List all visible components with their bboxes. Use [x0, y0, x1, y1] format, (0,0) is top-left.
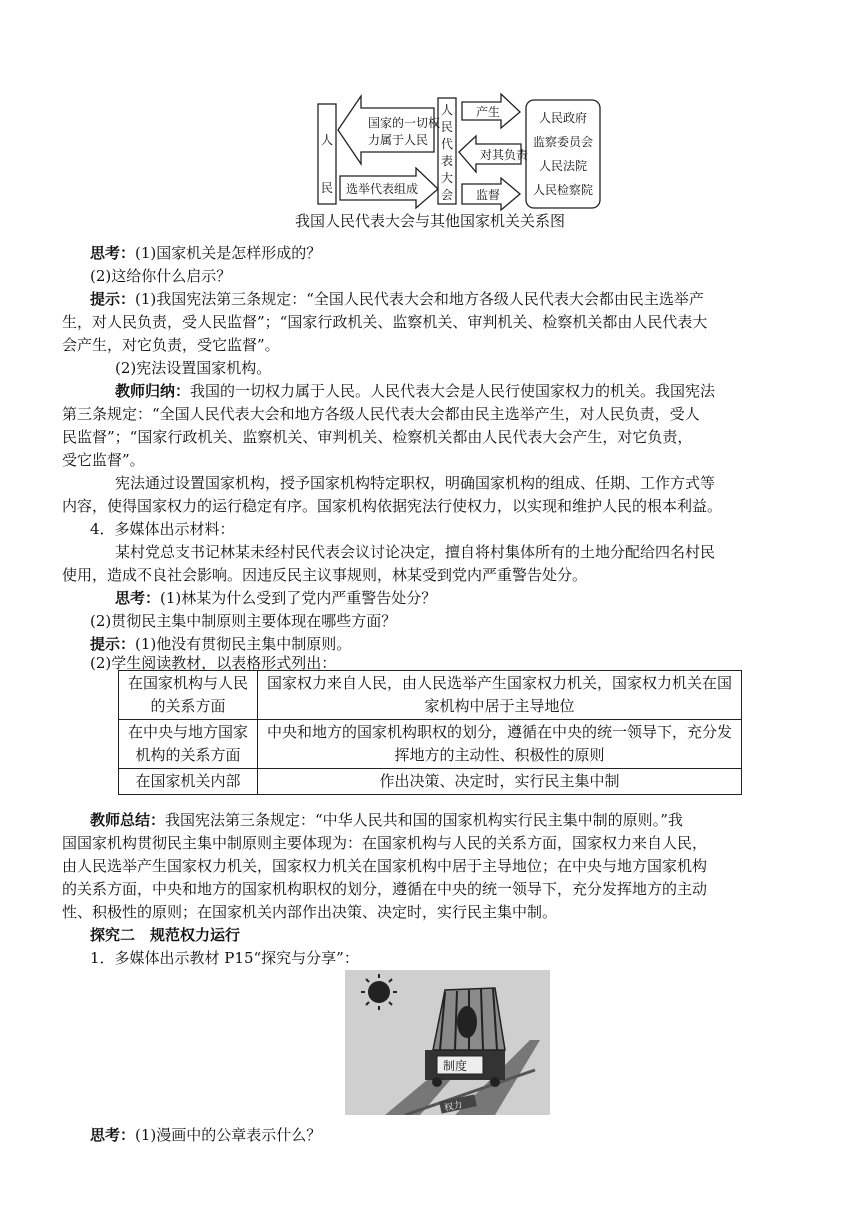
- diagram-arrow-bottom-label: 选举代表组成: [346, 182, 419, 196]
- diagram-right-item: 监察委员会: [532, 135, 594, 149]
- label-think: 思考：: [90, 244, 136, 262]
- line-2: (2)这给你什么启示？: [90, 267, 232, 285]
- diagram-left-char1: 人: [321, 133, 334, 147]
- line-13: 4．多媒体出示材料：: [90, 520, 235, 538]
- diagram-middle-label: [441, 103, 453, 202]
- line-3: [90, 288, 790, 311]
- line-10: 受它监督”。: [62, 451, 145, 469]
- diagram-right-item: 人民法院: [538, 159, 588, 173]
- diagram-arrow-top-line1: 国家的一切权: [368, 116, 441, 130]
- diagram-middle-char: 代: [441, 137, 454, 151]
- line-6: (2)宪法设置国家机构。: [115, 359, 272, 377]
- line-8: 第三条规定：“全国人民代表大会和地方各级人民代表大会都由民主选举产生，对人民负责，受人: [62, 405, 700, 423]
- diagram-middle-char: 会: [441, 188, 454, 202]
- cartoon-svg: [345, 970, 550, 1115]
- line-21: 国国家机构贯彻民主集中制原则主要体现为：在国家机构与人民的关系方面，国家权力来自人民，: [62, 834, 708, 852]
- line-16: [115, 587, 815, 610]
- diagram-middle-char: 人: [441, 103, 454, 117]
- line-1: [90, 242, 790, 265]
- relationship-diagram: [316, 92, 606, 212]
- diagram-middle-char: 大: [441, 171, 454, 185]
- line-9: 民监督”；“国家行政机关、监察机关、审判机关、检察机关都由人民代表大会产生，对它负责，: [62, 428, 693, 446]
- label-think: 思考：: [90, 1126, 136, 1144]
- table-key-cell: 在中央与地方国家机构的关系方面: [119, 720, 258, 769]
- diagram-middle-char: 表: [441, 154, 454, 168]
- diagram-right-item: 人民政府: [538, 111, 588, 125]
- principle-table: [118, 670, 742, 795]
- diagram-arrow-produce-label: 产生: [476, 105, 501, 119]
- diagram-arrow-responsible-label: 对其负责: [480, 148, 529, 162]
- line-17: (2)贯彻民主集中制原则主要体现在哪些方面？: [90, 612, 397, 630]
- line-14: 某村党总支书记林某未经村民代表会议讨论决定，擅自将村集体所有的土地分配给四名村民: [115, 543, 716, 561]
- table-key-cell: 在国家机关内部: [119, 769, 258, 795]
- text: 我国宪法第三条规定：“中华人民共和国的国家机构实行民主集中制的原则。”我: [165, 811, 683, 829]
- stamp-label: 权力: [443, 1100, 464, 1114]
- line-4: 生，对人民负责，受人民监督”；“国家行政机关、监察机关、审判机关、检察机关都由人民代表大: [62, 313, 708, 331]
- diagram-arrow-top-line2: 力属于人民: [368, 133, 429, 147]
- text: (1)林某为什么受到了党内严重警告处分？: [160, 589, 437, 607]
- table-value-cell: 作出决策、决定时，实行民主集中制: [258, 769, 742, 795]
- diagram-left-char2: 民: [321, 181, 334, 195]
- line-24: 性、积极性的原则；在国家机关内部作出决策、决定时，实行民主集中制。: [62, 903, 558, 921]
- line-27: [90, 1124, 790, 1147]
- text: (1)我国宪法第三条规定：“全国人民代表大会和地方各级人民代表大会都由民主选举产: [135, 290, 704, 308]
- label-hint: 提示：: [90, 290, 136, 308]
- line-23: 的关系方面，中央和地方的国家机构职权的划分，遵循在中央的统一领导下，充分发挥地方的主动: [62, 880, 708, 898]
- label-think: 思考：: [115, 589, 161, 607]
- line-19: (2)学生阅读教材，以表格形式列出：: [90, 654, 337, 672]
- label-hint: 提示：: [90, 635, 136, 653]
- label-teacher-summary: 教师归纳：: [115, 382, 191, 400]
- diagram-arrow-supervise-label: 监督: [476, 188, 501, 202]
- line-11: 宪法通过设置国家机构，授予国家机构特定职权，明确国家机构的组成、任期、工作方式等: [115, 474, 716, 492]
- diagram-svg: [316, 92, 606, 212]
- line-5: 会产生，对它负责，受它监督”。: [62, 336, 280, 354]
- diagram-right-item: 人民检察院: [532, 183, 594, 197]
- text: (1)他没有贯彻民主集中制原则。: [135, 635, 352, 653]
- table-value-cell: 中央和地方的国家机构职权的划分，遵循在中央的统一领导下，充分发挥地方的主动性、积极性的原则: [258, 720, 742, 769]
- text: (1)漫画中的公章表示什么？: [135, 1126, 322, 1144]
- line-7: [115, 380, 815, 403]
- table-key-cell: 在国家机构与人民的关系方面: [119, 671, 258, 720]
- line-15: 使用，造成不良社会影响。因违反民主议事规则，林某受到党内严重警告处分。: [62, 566, 588, 584]
- table-row: [119, 769, 742, 795]
- text: 我国的一切权力属于人民。人民代表大会是人民行使国家权力的机关。我国宪法: [190, 382, 716, 400]
- line-20: [90, 809, 790, 832]
- label-teacher-conclusion: 教师总结：: [90, 811, 166, 829]
- diagram-middle-char: 民: [441, 120, 454, 134]
- cartoon-image: [345, 970, 550, 1115]
- line-22: 由人民选举产生国家权力机关，国家权力机关在国家机构中居于主导地位；在中央与地方国家机构: [62, 857, 708, 875]
- table-value-cell: 国家权力来自人民，由人民选举产生国家权力机关，国家权力机关在国家机构中居于主导地位: [258, 671, 742, 720]
- diagram-right-box-labels: [533, 110, 593, 197]
- cage-sign-label: 制度: [443, 1059, 468, 1073]
- table-row: [119, 671, 742, 720]
- line-12: 内容，使得国家权力的运行稳定有序。国家机构依据宪法行使权力，以实现和维护人民的根本利益。: [62, 497, 723, 515]
- table-row: [119, 720, 742, 769]
- section-heading: 探究二 规范权力运行: [90, 926, 241, 944]
- text: (1)国家机关是怎样形成的？: [135, 244, 322, 262]
- line-26: 1．多媒体出示教材 P15“探究与分享”：: [90, 949, 359, 967]
- diagram-caption: 我国人民代表大会与其他国家机关关系图: [294, 212, 565, 230]
